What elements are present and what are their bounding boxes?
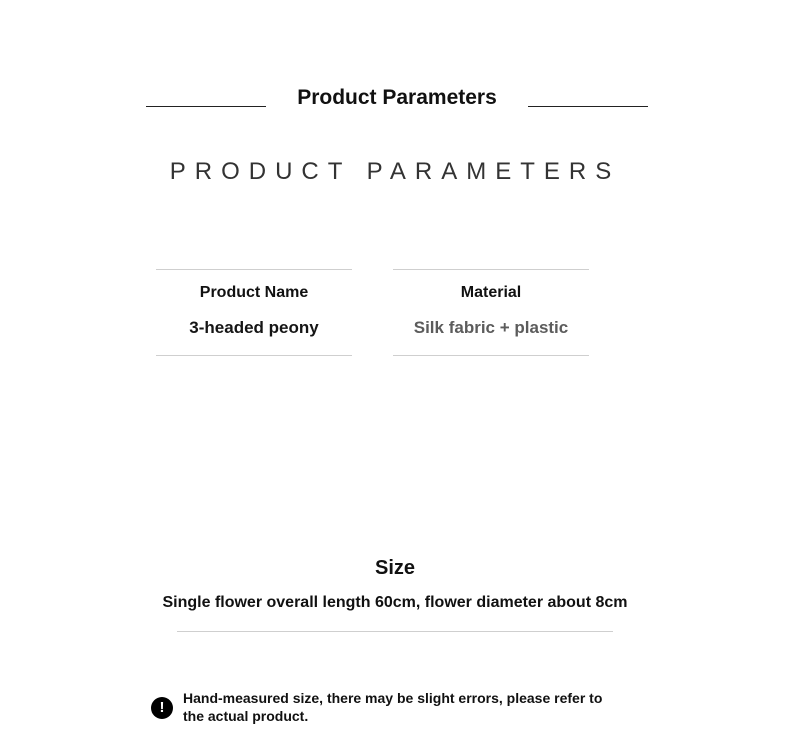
notice-text xyxy=(183,689,663,725)
exclamation-icon: ! xyxy=(151,697,173,719)
param-material xyxy=(393,269,589,356)
page-title: Product Parameters xyxy=(297,86,497,109)
param-value: 3-headed peony xyxy=(189,318,319,337)
param-label: Product Name xyxy=(199,284,309,301)
param-product-name xyxy=(156,269,352,356)
param-label: Material xyxy=(460,284,522,301)
size-description: Single flower overall length 60cm, flower diameter about 8cm xyxy=(162,594,628,611)
size-title: Size xyxy=(374,557,416,579)
page-subtitle: PRODUCT PARAMETERS xyxy=(169,158,621,185)
header-line-right xyxy=(528,106,648,107)
header-line-left xyxy=(146,106,266,107)
notice-line-2: the actual product. xyxy=(183,708,309,724)
notice-line-1: Hand-measured size, there may be slight errors, please refer to xyxy=(183,690,603,706)
size-divider xyxy=(177,631,613,632)
param-value: Silk fabric + plastic xyxy=(413,318,569,337)
